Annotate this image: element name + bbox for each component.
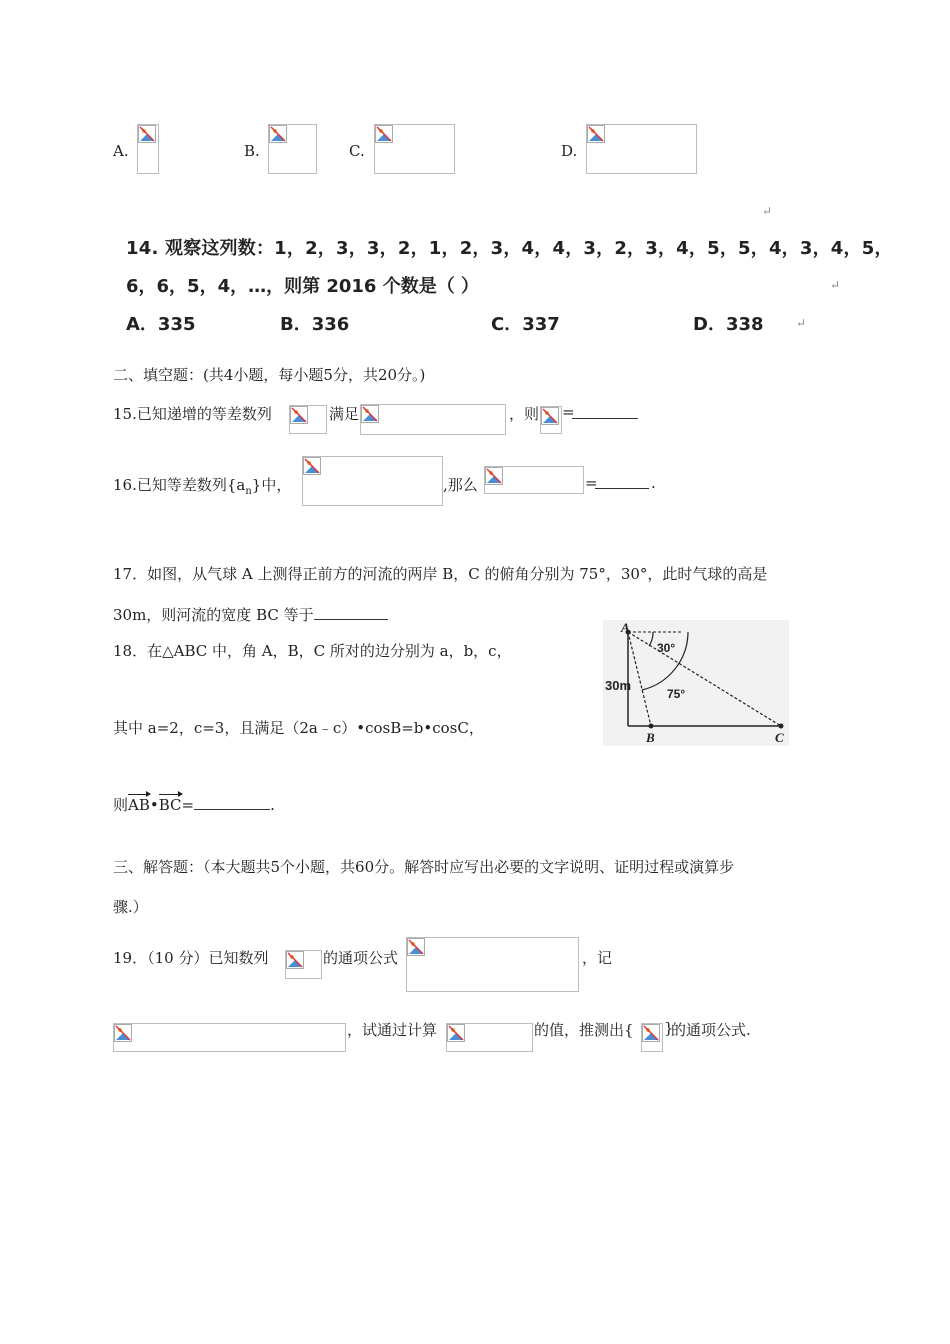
paragraph-mark-icon: ↵ [762, 204, 773, 218]
label-a: A [621, 620, 630, 635]
q16-target-image [484, 466, 584, 494]
broken-image-icon [447, 1024, 465, 1042]
q15-mid: 满足 [329, 405, 360, 423]
broken-image-icon [587, 125, 605, 143]
q16-equals: = [585, 474, 598, 492]
label-height: 30m [605, 678, 632, 693]
q15-then: ，则 [509, 405, 540, 423]
q15-equals: = [562, 403, 575, 421]
q18-line2: 其中 a=2，c=3，且满足（2a﹣c）•cosB=b•cosC， [113, 719, 484, 737]
label-b: B [646, 730, 655, 745]
q16-mid: ,那么 [443, 476, 478, 494]
section3-line2: 骤.） [113, 898, 148, 916]
broken-image-icon [642, 1024, 660, 1042]
option-c-label: C. [349, 142, 365, 160]
q18-line1: 18．在△ABC 中，角 A，B，C 所对的边分别为 a，b，c， [113, 642, 512, 660]
label-angle-30: 30° [657, 641, 676, 655]
section2-title: 二、填空题：(共4小题，每小题5分，共20分。) [113, 366, 426, 384]
q16-answer-blank[interactable] [595, 474, 649, 489]
q16-condition-image [302, 456, 443, 506]
q15-sequence-image [289, 405, 327, 434]
q14-line2: 6，6，5，4，…，则第 2016 个数是（ ） [126, 276, 479, 297]
q19-try: ，试通过计算 [347, 1021, 438, 1039]
vector-ab: AB [128, 796, 150, 814]
q14-choice-d: D．338 [693, 314, 764, 335]
broken-image-icon [361, 405, 379, 423]
broken-image-icon [286, 951, 304, 969]
q19-formula-image [406, 937, 579, 992]
broken-image-icon [541, 407, 559, 425]
q19-sequence-b-image [641, 1023, 663, 1052]
q16-prefix: 16.已知等差数列$\{a_n\}$中， [113, 476, 292, 497]
paragraph-mark-icon: ↵ [796, 316, 807, 330]
point-c [779, 724, 784, 729]
point-b [649, 724, 654, 729]
broken-image-icon [375, 125, 393, 143]
q17-line1: 17．如图，从气球 A 上测得正前方的河流的两岸 B，C 的俯角分别为 75°，30°，此时气球的高是 [113, 565, 768, 583]
triangle-figure [603, 620, 789, 746]
broken-image-icon [407, 938, 425, 956]
option-a-image [137, 124, 159, 174]
option-a-label: A. [113, 142, 129, 160]
q19-mid: 的通项公式 [323, 949, 399, 967]
q15-target-image [540, 406, 562, 434]
option-d-image [586, 124, 697, 174]
q19-sequence-image [285, 950, 322, 979]
broken-image-icon [269, 125, 287, 143]
broken-image-icon [485, 467, 503, 485]
broken-image-icon [114, 1024, 132, 1042]
q18-line3: 则AB•BC= . [113, 796, 275, 814]
q19-prefix: 19．（10 分）已知数列 [113, 949, 269, 967]
q19-end: 的通项公式. [671, 1021, 751, 1039]
q18-answer-blank[interactable] [194, 795, 270, 810]
q17-line2: 30m，则河流的宽度 BC 等于 [113, 604, 388, 625]
q14-choice-c: C．337 [491, 314, 560, 335]
label-angle-75: 75° [667, 687, 686, 701]
option-d-label: D. [561, 142, 578, 160]
section3-line1: 三、解答题：（本大题共5个小题，共60分。解答时应写出必要的文字说明、证明过程或演算步 [113, 858, 735, 876]
q15-condition-image [360, 404, 506, 435]
q14-choice-a: A．335 [126, 314, 196, 335]
q19-compute-image [446, 1023, 533, 1052]
q19-brace-close: } [664, 1019, 674, 1037]
broken-image-icon [303, 457, 321, 475]
q19-value: 的值，推测出{ [534, 1021, 634, 1039]
q14-line1: 14. 观察这列数：1，2，3，3，2，1，2，3，4，4，3，2，3，4，5，5，4，3，4，5， [126, 238, 893, 259]
q17-answer-blank[interactable] [314, 605, 388, 620]
q16-end: . [651, 474, 656, 492]
paragraph-mark-icon: ↵ [830, 278, 841, 292]
broken-image-icon [290, 406, 308, 424]
option-b-label: B. [244, 142, 260, 160]
label-c: C [775, 730, 784, 745]
option-b-image [268, 124, 317, 174]
q19-ji: ，记 [582, 949, 613, 967]
q14-choice-b: B．336 [280, 314, 350, 335]
option-c-image [374, 124, 455, 174]
q15-prefix: 15.已知递增的等差数列 [113, 405, 272, 423]
vector-bc: BC [158, 796, 182, 814]
broken-image-icon [138, 125, 156, 143]
q19-definition-image [113, 1023, 346, 1052]
q15-answer-blank[interactable] [572, 404, 638, 419]
